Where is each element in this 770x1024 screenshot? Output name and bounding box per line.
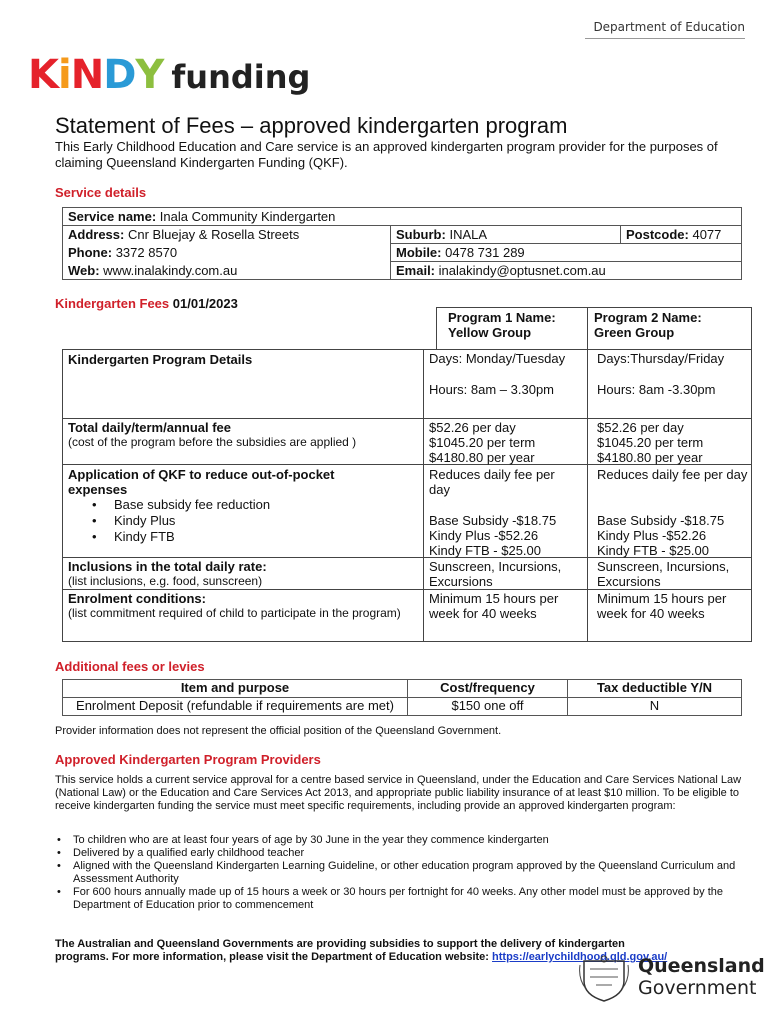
providers-heading: Approved Kindergarten Program Providers: [55, 752, 321, 767]
kindergarten-fees-table: [62, 307, 752, 642]
logo-letter: N: [70, 52, 104, 98]
program2-qkf-line: Kindy FTB - $25.00: [597, 543, 709, 558]
queensland-government-logo: [578, 955, 765, 1003]
grid-line: [751, 307, 752, 642]
program2-hours: Hours: 8am -3.30pm: [597, 382, 716, 397]
logo-letter: D: [103, 52, 136, 98]
program1-fee-line: $4180.80 per year: [429, 450, 535, 465]
grid-line: [436, 307, 437, 349]
page-title: Statement of Fees – approved kindergarten program: [55, 113, 568, 138]
qkf-item: • Kindy FTB: [92, 529, 378, 545]
logo-letter: Y: [135, 52, 164, 98]
logo-letter: K: [28, 52, 58, 98]
total-fee-label-block: [68, 420, 418, 450]
program2-header: [594, 310, 744, 340]
program1-total-fee: [429, 420, 584, 465]
list-item: • Delivered by a qualified early childhood teacher: [55, 847, 745, 860]
grid-line: [436, 307, 752, 308]
grid-line: [62, 349, 63, 642]
phone-value: 3372 8570: [115, 244, 178, 260]
program1-days: Days: Monday/Tuesday: [429, 351, 566, 366]
program1-group: Yellow Group: [448, 325, 532, 340]
web-value[interactable]: www.inalakindy.com.au: [103, 262, 238, 278]
program2-fee-line: $52.26 per day: [597, 420, 684, 435]
program2-days: Days:Thursday/Friday: [597, 351, 725, 366]
program1-qkf-line: Kindy FTB - $25.00: [429, 543, 541, 558]
intro-text: This Early Childhood Education and Care service is an approved kindergarten program provider for the purposes of claiming Queensland Kindergarten Funding (QKF).: [55, 139, 718, 170]
header-divider: [585, 38, 745, 39]
address-value: Cnr Bluejay & Rosella Streets: [127, 227, 300, 242]
enrolment-sublabel: (list commitment required of child to participate in the program): [68, 606, 401, 620]
total-fee-label: Total daily/term/annual fee: [68, 420, 232, 435]
qkf-item: • Base subsidy fee reduction: [92, 497, 378, 513]
providers-list: [55, 834, 745, 912]
suburb-value: INALA: [449, 227, 488, 242]
mobile-value: 0478 731 289: [445, 245, 525, 260]
program2-fee-line: $1045.20 per term: [597, 435, 704, 450]
program2-enrolment: Minimum 15 hours per week for 40 weeks: [597, 591, 727, 621]
fee-tax: N: [568, 698, 742, 716]
mobile-label: Mobile:: [396, 245, 442, 260]
program2-fee-line: $4180.80 per year: [597, 450, 703, 465]
grid-line: [62, 589, 752, 590]
postcode-cell: [621, 226, 742, 244]
web-cell: [63, 262, 391, 280]
additional-fees-table: [62, 679, 742, 716]
service-details-table: [62, 207, 742, 280]
qld-line2: Government: [638, 977, 757, 999]
suburb-label: Suburb:: [396, 227, 446, 242]
service-name-cell: [63, 208, 742, 226]
program2-inclusions: Sunscreen, Incursions, Excursions: [597, 559, 730, 589]
grid-line: [62, 349, 752, 350]
enrolment-label: Enrolment conditions:: [68, 591, 206, 606]
program1-qkf-head: Reduces daily fee per day: [429, 467, 555, 497]
program1-hours: Hours: 8am – 3.30pm: [429, 382, 555, 397]
email-value[interactable]: inalakindy@optusnet.com.au: [438, 263, 606, 278]
inclusions-sublabel: (list inclusions, e.g. food, sunscreen): [68, 574, 263, 588]
col-cost-frequency: Cost/frequency: [408, 680, 568, 698]
list-item: • Aligned with the Queensland Kindergarten Learning Guideline, or other education program approved by the Queensland Curriculum and Assessment Authority: [55, 860, 745, 886]
inclusions-label-block: [68, 559, 418, 589]
grid-line: [62, 641, 752, 642]
qkf-list: [92, 497, 378, 545]
grid-line: [587, 307, 588, 642]
qkf-label-block: [68, 467, 378, 545]
disclaimer-text: Provider information does not represent the official position of the Queensland Government.: [55, 725, 502, 737]
program2-qkf-head: Reduces daily fee per day: [597, 467, 748, 482]
footer-link[interactable]: https://earlychildhood.qld.gov.au/: [492, 951, 668, 963]
program1-fee-line: $52.26 per day: [429, 420, 516, 435]
kindy-wordmark: [28, 52, 164, 98]
qld-line1: Queensland: [638, 955, 765, 977]
web-label: Web:: [68, 262, 100, 278]
service-name-value: Inala Community Kindergarten: [159, 209, 336, 224]
service-details-heading: Service details: [55, 185, 147, 200]
mobile-cell: [391, 244, 742, 262]
funding-wordmark: funding: [171, 58, 311, 96]
program1-inclusions: Sunscreen, Incursions, Excursions: [429, 559, 562, 589]
enrolment-label-block: [68, 591, 408, 621]
additional-fees-heading: Additional fees or levies: [55, 659, 205, 674]
program1-qkf-values: [429, 513, 584, 558]
program2-total-fee: [597, 420, 749, 465]
fee-cost: $150 one off: [408, 698, 568, 716]
service-name-label: Service name:: [68, 209, 157, 224]
footer-text: The Australian and Queensland Governments are providing subsidies to support the delivery of kindergarten programs. For more information, please visit the Department of Education website:: [55, 938, 625, 963]
email-cell: [391, 262, 742, 280]
address-cell: [63, 226, 391, 244]
grid-line: [62, 418, 752, 419]
postcode-value: 4077: [692, 227, 722, 242]
col-item-purpose: Item and purpose: [63, 680, 408, 698]
grid-line: [423, 349, 424, 642]
col-tax-deductible: Tax deductible Y/N: [568, 680, 742, 698]
program1-name-label: Program 1 Name:: [448, 310, 556, 325]
inclusions-label: Inclusions in the total daily rate:: [68, 559, 267, 574]
program1-header: [448, 310, 583, 340]
table-row: [63, 698, 742, 716]
logo-letter: i: [58, 52, 71, 98]
fees-heading-text: Kindergarten Fees: [55, 296, 170, 311]
kindy-funding-logo: [28, 52, 311, 98]
postcode-label: Postcode:: [626, 227, 689, 242]
program1-qkf-line: Base Subsidy -$18.75: [429, 513, 557, 528]
email-label: Email:: [396, 263, 436, 278]
program2-qkf-values: [597, 513, 749, 558]
total-fee-sublabel: (cost of the program before the subsidies are applied ): [68, 435, 357, 449]
department-name: Department of Education: [593, 20, 745, 34]
program-details-label: Kindergarten Program Details: [68, 352, 253, 367]
fee-item: Enrolment Deposit (refundable if requirements are met): [63, 698, 408, 716]
program2-name-label: Program 2 Name:: [594, 310, 702, 325]
qkf-item: • Kindy Plus: [92, 513, 378, 529]
program1-enrolment: Minimum 15 hours per week for 40 weeks: [429, 591, 559, 621]
program1-qkf-line: Kindy Plus -$52.26: [429, 528, 539, 543]
fees-date: 01/01/2023: [172, 296, 238, 311]
qld-crest-icon: [578, 955, 630, 1003]
phone-label: Phone:: [68, 244, 113, 260]
program2-group: Green Group: [594, 325, 675, 340]
program2-qkf-line: Kindy Plus -$52.26: [597, 528, 707, 543]
list-item: • For 600 hours annually made up of 15 hours a week or 30 hours per fortnight for 40 weeks. Any other model must be approved by the Department of Education prior to commencement: [55, 886, 745, 912]
address-label: Address:: [68, 227, 125, 242]
providers-text: This service holds a current service approval for a centre based service in Queensland, under the Education and Care Services National Law (National Law) or the Education and Care Services Act 2013, and appropriate public liability insurance of at least $10 million. To be eligible to receive kindergarten funding the service must meet specific requirements, including provide an approved kindergarten program:: [55, 774, 742, 812]
list-item: • To children who are at least four years of age by 30 June in the year they commence kindergarten: [55, 834, 745, 847]
qkf-label: Application of QKF to reduce out-of-pocket expenses: [68, 467, 335, 497]
program1-fee-line: $1045.20 per term: [429, 435, 536, 450]
qld-wordmark: [638, 955, 765, 999]
program2-qkf-line: Base Subsidy -$18.75: [597, 513, 725, 528]
phone-cell: [63, 244, 391, 262]
suburb-cell: [391, 226, 621, 244]
